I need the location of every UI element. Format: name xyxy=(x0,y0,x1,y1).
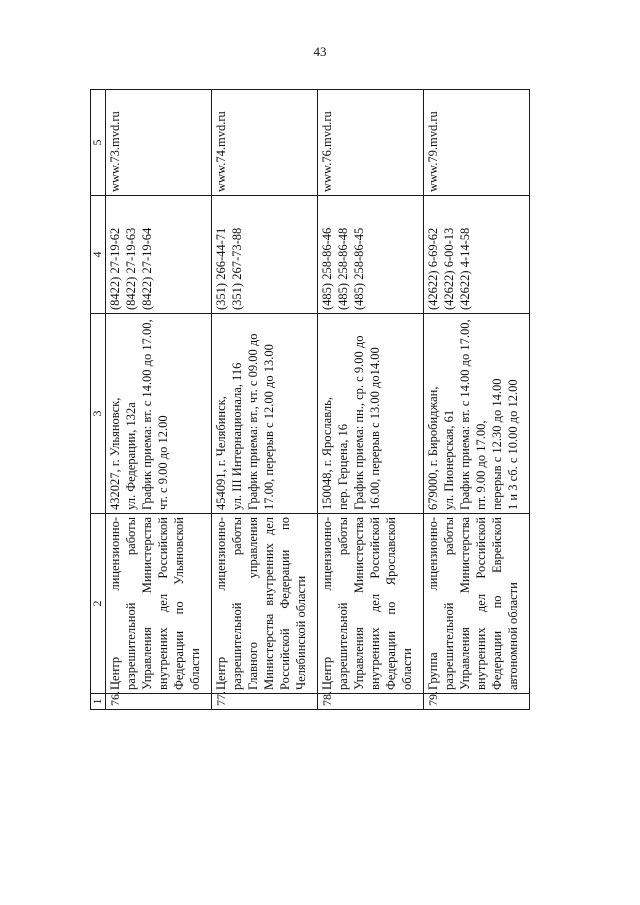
organization-line: Центр лицензионно- xyxy=(320,517,334,690)
address-cell xyxy=(318,314,424,514)
organization-cell xyxy=(424,514,530,694)
address-line: График приема: вт., чт. с 09.00 до xyxy=(246,333,260,510)
column-header: 4 xyxy=(91,196,106,314)
address-cell xyxy=(106,314,212,514)
phone-number: (485) 258-86-48 xyxy=(336,227,350,310)
address-line: 432027, г. Ульяновск, xyxy=(108,397,122,510)
organization-line: Группа лицензионно- xyxy=(426,517,440,690)
address-line: пт. 9.00 до 17.00, xyxy=(474,420,488,510)
row-number: 77. xyxy=(212,694,318,710)
organization-cell xyxy=(212,514,318,694)
website-cell: www.79.mvd.ru xyxy=(424,90,530,196)
phone-number: (485) 258-86-45 xyxy=(352,227,366,310)
organization-line: разрешительной работы xyxy=(336,517,350,690)
table-frame xyxy=(90,90,640,706)
organization-line: разрешительной работы xyxy=(124,517,138,690)
phone-number: (8422) 27-19-64 xyxy=(140,227,154,310)
organization-line: Федерации по Еврейской xyxy=(490,517,504,690)
organization-line: разрешительной работы xyxy=(230,517,244,690)
organization-line: области xyxy=(188,648,202,690)
organization-line: внутренних дел Российской xyxy=(474,517,488,690)
table-row xyxy=(106,90,212,710)
row-number: 76. xyxy=(106,694,212,710)
address-line: чт. с 9.00 до 12.00 xyxy=(156,415,170,510)
address-line: пер. Герцена, 16 xyxy=(336,423,350,510)
address-line: ул. III Интернационала, 116 xyxy=(230,362,244,510)
rotated-table-container xyxy=(90,90,530,710)
address-line: 17.00, перерыв с 12.00 до 13.00 xyxy=(262,344,276,510)
website-cell: www.76.mvd.ru xyxy=(318,90,424,196)
row-number: 79. xyxy=(424,694,530,710)
organization-line: Управления Министерства xyxy=(458,517,472,690)
address-line: 150048, г. Ярославль, xyxy=(320,396,334,510)
license-centers-table xyxy=(90,89,530,710)
organization-line: Центр лицензионно- xyxy=(108,517,122,690)
column-number-row xyxy=(91,90,106,710)
address-line: перерыв с 12.30 до 14.00 xyxy=(490,378,504,510)
column-header: 5 xyxy=(91,90,106,196)
organization-line: внутренних дел Российской xyxy=(368,517,382,690)
phone-number: (42622) 6-00-13 xyxy=(442,227,456,310)
phone-number: (485) 258-86-46 xyxy=(320,227,334,310)
column-header: 1 xyxy=(91,694,106,710)
organization-line: Центр лицензионно- xyxy=(214,517,228,690)
phone-number: (42622) 4-14-58 xyxy=(458,227,472,310)
website-cell: www.73.mvd.ru xyxy=(106,90,212,196)
organization-cell xyxy=(318,514,424,694)
organization-line: Главного управления xyxy=(246,517,260,690)
phones-cell xyxy=(424,196,530,314)
phones-cell xyxy=(318,196,424,314)
phone-number: (8422) 27-19-62 xyxy=(108,227,122,310)
address-line: 454091, г. Челябинск, xyxy=(214,396,228,510)
organization-line: автономной области xyxy=(506,582,520,690)
phone-number: (351) 266-44-71 xyxy=(214,227,228,310)
organization-line: Министерства внутренних дел xyxy=(262,517,276,690)
address-cell xyxy=(424,314,530,514)
address-line: График приема: вт. с 14.00 до 17.00, xyxy=(140,319,154,510)
address-line: 16.00, перерыв с 13.00 до14.00 xyxy=(368,347,382,510)
table-row xyxy=(212,90,318,710)
column-header: 3 xyxy=(91,314,106,514)
address-line: График приема: пн., ср. с 9.00 до xyxy=(352,335,366,510)
organization-line: Управления Министерства xyxy=(352,517,366,690)
column-header: 2 xyxy=(91,514,106,694)
organization-line: Российской Федерации по xyxy=(278,517,292,690)
organization-line: Федерации по Ульяновской xyxy=(172,517,186,690)
phones-cell xyxy=(212,196,318,314)
phone-number: (8422) 27-19-63 xyxy=(124,227,138,310)
address-line: ул. Пионерская, 61 xyxy=(442,409,456,510)
row-number: 78. xyxy=(318,694,424,710)
organization-cell xyxy=(106,514,212,694)
table-row xyxy=(318,90,424,710)
page-number: 43 xyxy=(313,44,327,59)
phone-number: (351) 267-73-88 xyxy=(230,227,244,310)
organization-line: разрешительной работы xyxy=(442,517,456,690)
address-line: График приема: вт. с 14.00 до 17.00, xyxy=(458,319,472,510)
website-cell: www.74.mvd.ru xyxy=(212,90,318,196)
table-row xyxy=(424,90,530,710)
organization-line: Челябинской области xyxy=(294,575,308,690)
phone-number: (42622) 6-69-62 xyxy=(426,227,440,310)
organization-line: Управления Министерства xyxy=(140,517,154,690)
address-line: 1 и 3 сб. с 10.00 до 12.00 xyxy=(506,379,520,510)
organization-line: Федерации по Ярославской xyxy=(384,517,398,690)
phones-cell xyxy=(106,196,212,314)
address-cell xyxy=(212,314,318,514)
address-line: 679000, г. Биробиджан, xyxy=(426,386,440,510)
organization-line: области xyxy=(400,648,414,690)
organization-line: внутренних дел Российской xyxy=(156,517,170,690)
address-line: ул. Федерации, 132а xyxy=(124,402,138,510)
